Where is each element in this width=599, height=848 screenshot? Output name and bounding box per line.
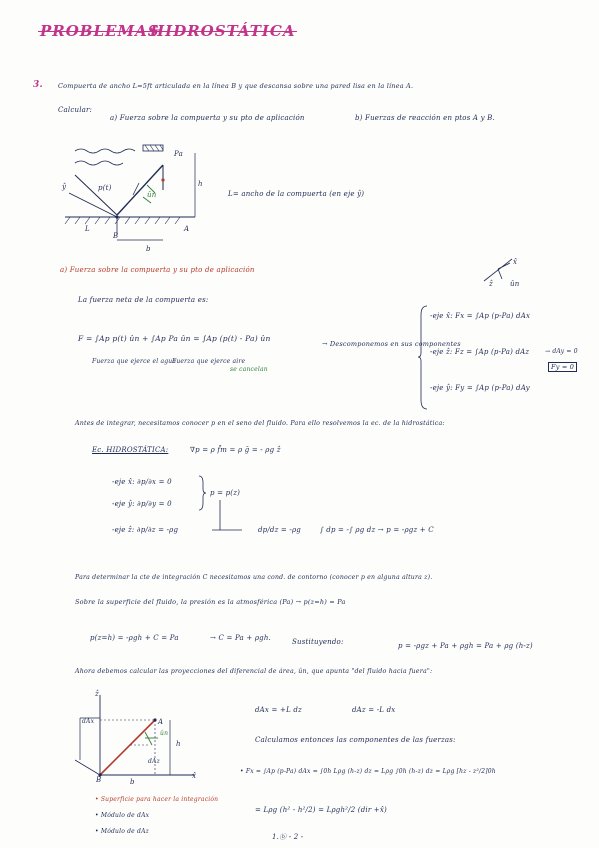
- fig2-label-b: B: [96, 776, 102, 784]
- fig1-label-width-b: b: [146, 245, 151, 253]
- hydro-eje-x: -eje x̂: ∂p/∂x = 0: [112, 478, 172, 486]
- solve-4: p = -ρgz + Pa + ρgh = Pa + ρg (h-z): [398, 642, 533, 650]
- hydro-equation: ∇p = ρ f̄m = ρ ḡ = - ρg ẑ: [190, 446, 281, 454]
- fig1-label-b: B: [113, 232, 119, 240]
- problem-b: b) Fuerzas de reacción en ptos A y B.: [355, 114, 495, 122]
- fig1-label-a: A: [184, 225, 190, 233]
- gate-figure: [55, 135, 225, 255]
- p-of-z-brace: [198, 475, 206, 511]
- component-y-result: Fy = 0: [548, 362, 577, 372]
- fig2-label-h: h: [176, 740, 181, 748]
- legend-dax: • Módulo de dAx: [95, 812, 150, 819]
- fig1-label-h: h: [198, 180, 203, 188]
- component-z: -eje ẑ: Fz = ∫Ap (p-Pa) dAz: [430, 348, 530, 356]
- section-a-heading: a) Fuerza sobre la compuerta y su pto de aplicación: [60, 266, 255, 274]
- dax-expression: dAx = +L dz: [255, 706, 302, 714]
- legend-surface: • Superficie para hacer la integración: [95, 796, 219, 803]
- page-number: 1.ⓑ - 2 -: [272, 833, 304, 841]
- fig1-label-un: ûn: [147, 191, 157, 199]
- problem-calcular: Calcular:: [58, 106, 93, 114]
- axis-x-label: x̂: [513, 258, 518, 266]
- decompose-note: → Descomponemos en sus componentes: [322, 340, 461, 348]
- before-integrating: Antes de integrar, necesitamos conocer p en el seno del fluido. Para ello resolvemos la ec. de la hidrostática:: [75, 420, 445, 427]
- fig2-label-un: ûn: [160, 730, 169, 737]
- fig2-label-dax: dAx: [82, 718, 95, 725]
- solve-3: Sustituyendo:: [292, 638, 344, 646]
- dp-dz: dp/dz = -ρg: [258, 526, 301, 534]
- net-force-equation: F = ∫Ap p(t) ûn + ∫Ap Pa ûn = ∫Ap (p(t) - Pa) ûn: [78, 334, 271, 343]
- p-of-z-arrow: [212, 500, 252, 532]
- solve-2: → C = Pa + ρgh.: [210, 634, 271, 642]
- fig2-label-width-b: b: [130, 778, 135, 786]
- title-problemas: PROBLEMAS: [40, 22, 160, 40]
- p-of-z: p = p(z): [210, 489, 241, 497]
- fig1-label-l: L: [85, 225, 90, 233]
- fig2-label-z: ẑ: [95, 690, 99, 698]
- calculate-components: Calculamos entonces las componentes de las fuerzas:: [255, 736, 456, 744]
- fx-integral-2: = Lρg (h² - h²/2) = Lρgh²/2 (dir +x̂): [255, 806, 387, 814]
- legend-daz: • Módulo de dAz: [95, 828, 149, 835]
- solve-1: p(z=h) = -ρgh + C = Pa: [90, 634, 179, 642]
- component-y: -eje ŷ: Fy = ∫Ap (p-Pa) dAy: [430, 384, 530, 392]
- hydro-label: Ec. HIDROSTÁTICA:: [92, 446, 169, 454]
- hydro-eje-y: -eje ŷ: ∂p/∂y = 0: [112, 500, 172, 508]
- axis-z-label: ẑ: [489, 280, 493, 288]
- label-cancel: se cancelan: [230, 366, 268, 373]
- component-y-note: → dAy = 0: [545, 348, 578, 355]
- fig1-note: L= ancho de la compuerta (en eje ŷ): [228, 190, 365, 198]
- problem-number: 3.: [33, 80, 43, 90]
- integration: ∫ dp = -∫ ρg dz → p = -ρgz + C: [320, 526, 434, 534]
- net-force-intro: La fuerza neta de la compuerta es:: [78, 296, 209, 304]
- problem-a: a) Fuerza sobre la compuerta y su pto de aplicación: [110, 114, 305, 122]
- hydro-eje-z: -eje ẑ: ∂p/∂z = -ρg: [112, 526, 179, 534]
- components-brace: [420, 305, 428, 410]
- daz-expression: dAz = -L dx: [352, 706, 396, 714]
- fig2-label-x: x̂: [192, 772, 197, 780]
- problem-line-1: Compuerta de ancho L=5ft articulada en la línea B y que descansa sobre una pared lisa en la línea A.: [58, 82, 414, 90]
- fig2-label-a: A: [158, 718, 164, 726]
- projection-figure: [70, 690, 210, 790]
- fig2-label-daz: dAz: [148, 758, 160, 765]
- constant-note-2: Sobre la superficie del fluido, la presión es la atmosférica (Pa) → p(z=h) = Pa: [75, 598, 346, 606]
- fig1-label-y: ŷ: [62, 183, 67, 191]
- component-x: -eje x̂: Fx = ∫Ap (p-Pa) dAx: [430, 312, 531, 320]
- fig1-label-pa: Pa: [174, 150, 183, 158]
- axis-un-label: ûn: [510, 280, 520, 288]
- projections-note: Ahora debemos calcular las proyecciones del diferencial de área, ûn, que apunta "del fluido hacia fuera":: [75, 668, 433, 675]
- constant-note-1: Para determinar la cte de integración C necesitamos una cond. de contorno (conocer p en alguna altura z).: [75, 574, 433, 581]
- fx-integral-1: • Fx = ∫Ap (p-Pa) dAx = ∫0h Lρg (h-z) dz = Lρg ∫0h (h-z) dz = Lρg [hz - z²/2]0h: [240, 768, 496, 775]
- label-air-force: Fuerza que ejerce aire: [172, 358, 246, 365]
- label-water-force: Fuerza que ejerce el agua: [92, 358, 177, 365]
- title-hidrostatica: HIDROSTÁTICA: [150, 22, 296, 40]
- fig1-label-pt: p(t): [98, 184, 112, 192]
